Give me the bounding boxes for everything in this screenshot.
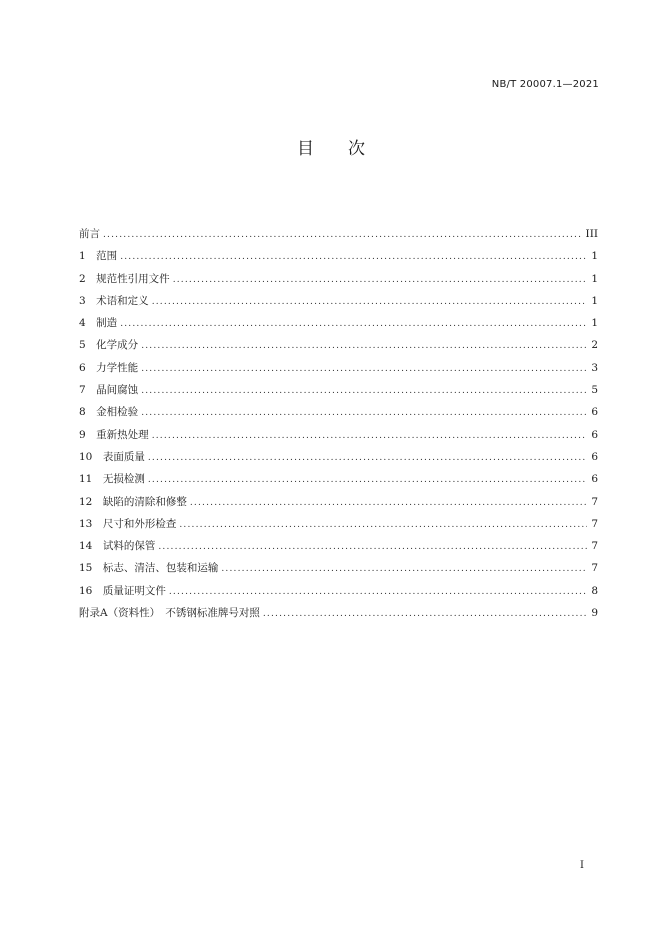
toc-entry-page: 6 [591, 428, 598, 441]
toc-entry-page: 2 [591, 339, 598, 352]
toc-entry[interactable] [79, 382, 598, 404]
toc-entry-page: 7 [591, 495, 598, 508]
toc-entry[interactable] [79, 337, 598, 359]
toc-leader-dots [152, 431, 588, 441]
toc-entry[interactable] [79, 248, 598, 270]
toc-entry-page: 3 [591, 361, 598, 374]
toc-leader-dots [148, 453, 587, 463]
toc-entry-page: 1 [591, 272, 598, 285]
toc-leader-dots [141, 341, 587, 351]
toc-entry-label: 1 范围 [79, 250, 118, 263]
toc-leader-dots [263, 609, 587, 619]
toc-leader-dots [120, 252, 587, 262]
page-number: I [580, 860, 584, 871]
toc-leader-dots [221, 564, 587, 574]
toc-entry[interactable] [79, 360, 598, 382]
toc-entry-label: 2 规范性引用文件 [79, 272, 170, 285]
toc-leader-dots [141, 386, 587, 396]
toc-entry[interactable] [79, 404, 598, 426]
toc-entry[interactable] [79, 605, 598, 627]
toc-leader-dots [120, 319, 587, 329]
toc-entry-label: 8 金相检验 [79, 406, 139, 419]
toc-leader-dots [173, 275, 588, 285]
toc-entry[interactable] [79, 494, 598, 516]
standard-code: NB/T 20007.1—2021 [491, 79, 599, 90]
toc-entry-label: 9 重新热处理 [79, 428, 149, 441]
toc-entry[interactable] [79, 226, 598, 248]
toc-entry[interactable] [79, 516, 598, 538]
toc-leader-dots [141, 364, 587, 374]
toc-leader-dots [141, 408, 587, 418]
toc-entry[interactable] [79, 560, 598, 582]
toc-entry-label: 11 无损检测 [79, 473, 145, 486]
toc-entry-page: 5 [591, 384, 598, 397]
toc-leader-dots [148, 475, 587, 485]
toc-entry[interactable] [79, 315, 598, 337]
toc-leader-dots [169, 587, 587, 597]
toc-entry-label: 13 尺寸和外形检查 [79, 517, 177, 530]
toc-entry-label: 附录A（资料性） 不锈钢标准牌号对照 [79, 607, 260, 620]
toc-entry[interactable] [79, 427, 598, 449]
toc-leader-dots [179, 520, 587, 530]
toc-entry-label: 6 力学性能 [79, 361, 139, 374]
toc-entry-label: 10 表面质量 [79, 450, 145, 463]
toc-entry-page: 7 [591, 517, 598, 530]
toc-leader-dots [190, 498, 587, 508]
toc-entry-page: 1 [591, 294, 598, 307]
toc-entry-label: 15 标志、清洁、包装和运输 [79, 562, 219, 575]
toc-entry-label: 14 试料的保管 [79, 540, 156, 553]
toc-entry-page: 6 [591, 450, 598, 463]
toc-entry[interactable] [79, 449, 598, 471]
toc-entry[interactable] [79, 271, 598, 293]
toc-entry-page: 1 [591, 317, 598, 330]
toc-entry-label: 4 制造 [79, 317, 118, 330]
toc-leader-dots [152, 297, 588, 307]
toc-entry-label: 16 质量证明文件 [79, 584, 166, 597]
toc-entry-label: 12 缺陷的清除和修整 [79, 495, 187, 508]
toc-entry-page: 1 [591, 250, 598, 263]
toc-entry-page: 9 [591, 607, 598, 620]
toc-leader-dots [158, 542, 587, 552]
table-of-contents [79, 226, 598, 627]
toc-entry-label: 5 化学成分 [79, 339, 139, 352]
toc-entry[interactable] [79, 293, 598, 315]
toc-entry[interactable] [79, 538, 598, 560]
toc-entry-page: 7 [591, 540, 598, 553]
toc-entry-label: 7 晶间腐蚀 [79, 384, 139, 397]
toc-entry-page: 7 [591, 562, 598, 575]
toc-entry-page: 6 [591, 406, 598, 419]
toc-entry[interactable] [79, 583, 598, 605]
toc-entry[interactable] [79, 471, 598, 493]
toc-entry-label: 3 术语和定义 [79, 294, 149, 307]
toc-entry-page: 6 [591, 473, 598, 486]
toc-leader-dots [103, 230, 582, 240]
page-title: 目 次 [297, 139, 365, 159]
toc-entry-label: 前言 [79, 228, 100, 240]
toc-entry-page: III [585, 228, 598, 240]
toc-entry-page: 8 [591, 584, 598, 597]
